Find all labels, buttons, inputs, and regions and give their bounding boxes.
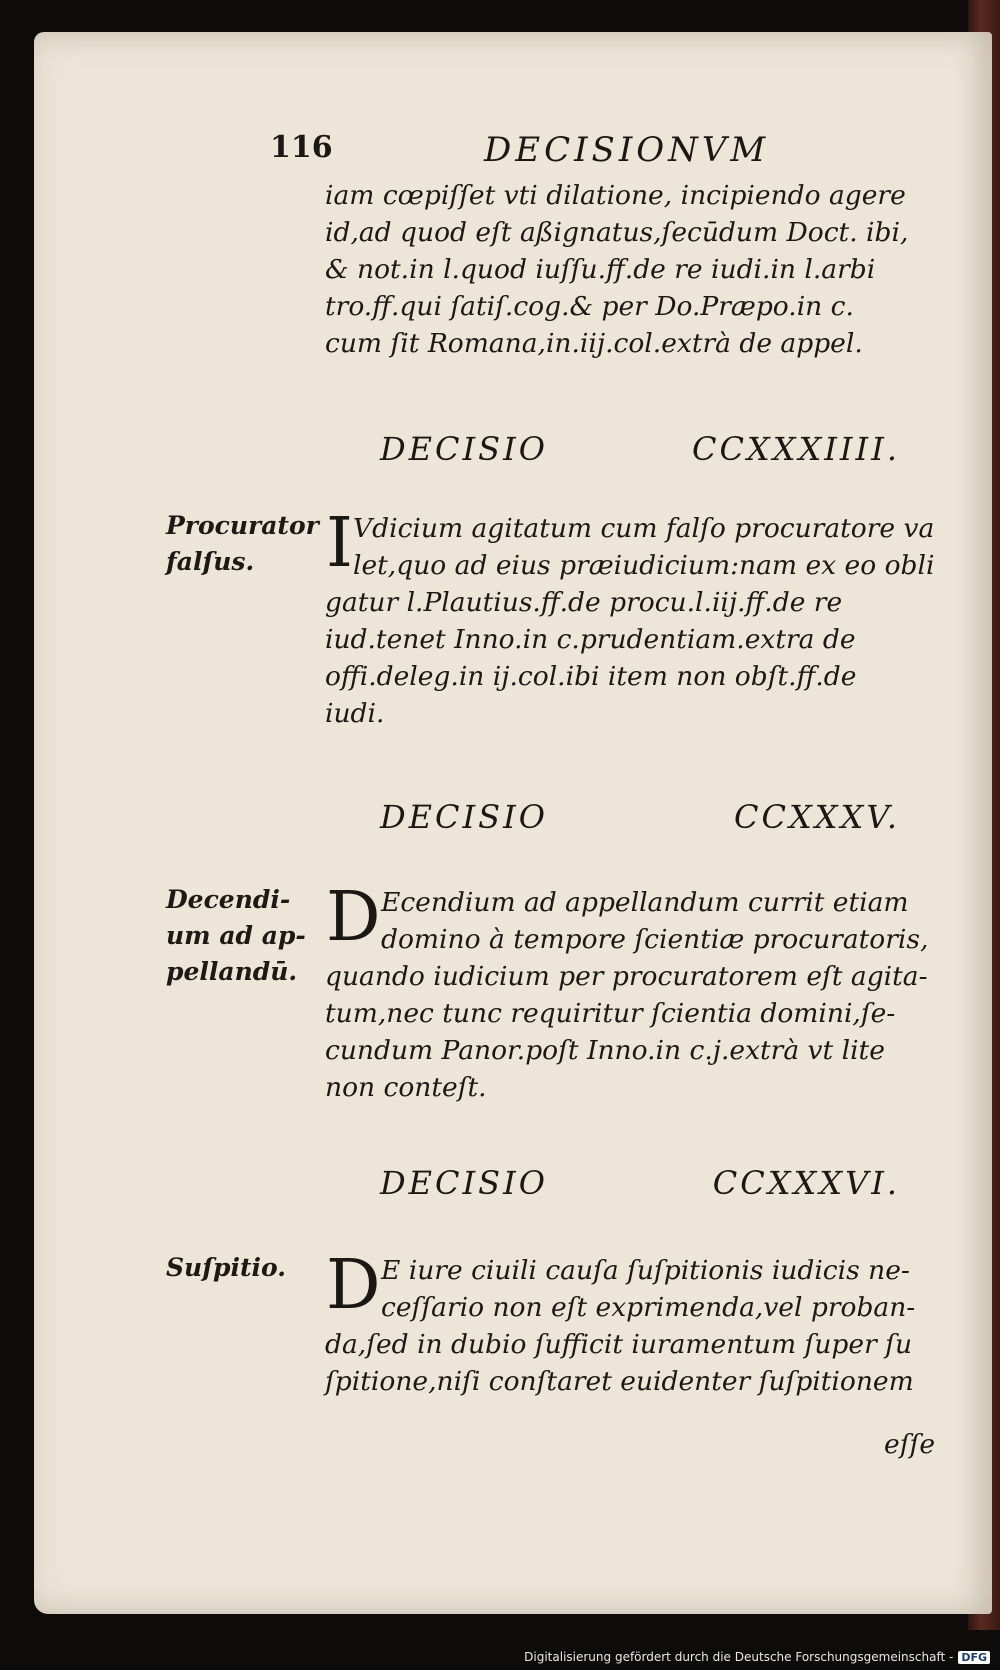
margin-note-line: pellandū. [166, 957, 298, 986]
margin-note-line: falſus. [166, 547, 255, 576]
continuation-text [325, 177, 935, 362]
decision-heading-number: CCXXXV. [734, 798, 900, 836]
margin-note-line: Decendi- [166, 885, 291, 914]
text-line: & not.in l.quod iuſſu.ff.de re iudi.in l.arbi [325, 254, 876, 285]
margin-note-line: Procurator [166, 511, 319, 540]
margin-note [166, 508, 326, 580]
text-line: id,ad quod eſt aßignatus,ſecūdum Doct. ibi, [325, 217, 909, 248]
text-line: cum ſit Romana,in.iij.col.extrà de appel. [325, 328, 863, 359]
margin-note-line: Suſpitio. [166, 1253, 286, 1282]
text-line: ceſſario non eſt exprimenda,vel proban- [381, 1292, 916, 1323]
decision-text [325, 504, 935, 732]
text-line: ſpitione,niſi conſtaret euidenter ſuſpitionem [325, 1366, 914, 1397]
decision-heading-number: CCXXXIIII. [691, 430, 900, 468]
page-folio: 116 [270, 130, 333, 165]
decision-heading-number: CCXXXVI. [712, 1164, 900, 1202]
drop-initial: D [326, 1246, 381, 1325]
text-line: tro.ff.qui ſatiſ.cog.& per Do.Præpo.in c. [325, 291, 854, 322]
text-line: iam cœpiſſet vti dilatione, incipiendo agere [325, 180, 906, 211]
text-line: E iure ciuili cauſa ſuſpitionis iudicis ne- [381, 1255, 910, 1286]
catchword-text: eſſe [884, 1429, 935, 1460]
text-line: let,quo ad eius præiudicium:nam ex eo obli [353, 550, 935, 581]
text-line: offi.deleg.in ij.col.ibi item non obſt.ff.de [325, 661, 857, 692]
decision-heading [360, 430, 900, 474]
margin-note-line: um ad ap- [166, 921, 306, 950]
margin-note [166, 1250, 326, 1286]
text-line: Ecendium ad appellandum currit etiam [381, 887, 909, 918]
decision-heading [360, 1164, 900, 1208]
text-line: gatur l.Plautius.ff.de procu.l.iij.ff.de re [325, 587, 843, 618]
text-line: domino à tempore ſcientiæ procuratoris, [381, 924, 929, 955]
text-line: cundum Panor.poſt Inno.in c.j.extrà vt lite [325, 1035, 885, 1066]
text-line: quando iudicium per procuratorem eſt agita- [325, 961, 928, 992]
decision-text [325, 878, 935, 1106]
drop-initial: I [326, 504, 353, 583]
decision-text [325, 1246, 935, 1400]
text-line: iudi. [325, 698, 385, 729]
decision-heading-word: DECISIO [380, 430, 548, 468]
decision-heading-word: DECISIO [380, 1164, 548, 1202]
drop-initial: D [326, 878, 381, 957]
margin-note [166, 882, 326, 990]
dfg-logo: DFG [958, 1651, 990, 1664]
text-line: non conteſt. [325, 1072, 487, 1103]
text-line: iud.tenet Inno.in c.prudentiam.extra de [325, 624, 856, 655]
text-line: da,ſed in dubio ſufficit iuramentum ſuper ſu [325, 1329, 913, 1360]
text-line: Vdicium agitatum cum falſo procuratore va [353, 513, 935, 544]
credit-text: Digitalisierung gefördert durch die Deutsche Forschungsgemeinschaft - [524, 1650, 954, 1664]
decision-heading [360, 798, 900, 842]
text-line: tum,nec tunc requiritur ſcientia domini,ſe- [325, 998, 896, 1029]
digitization-credit [524, 1650, 990, 1664]
running-title: DECISIONVM [484, 130, 770, 170]
decision-heading-word: DECISIO [380, 798, 548, 836]
catchword [325, 1426, 935, 1463]
